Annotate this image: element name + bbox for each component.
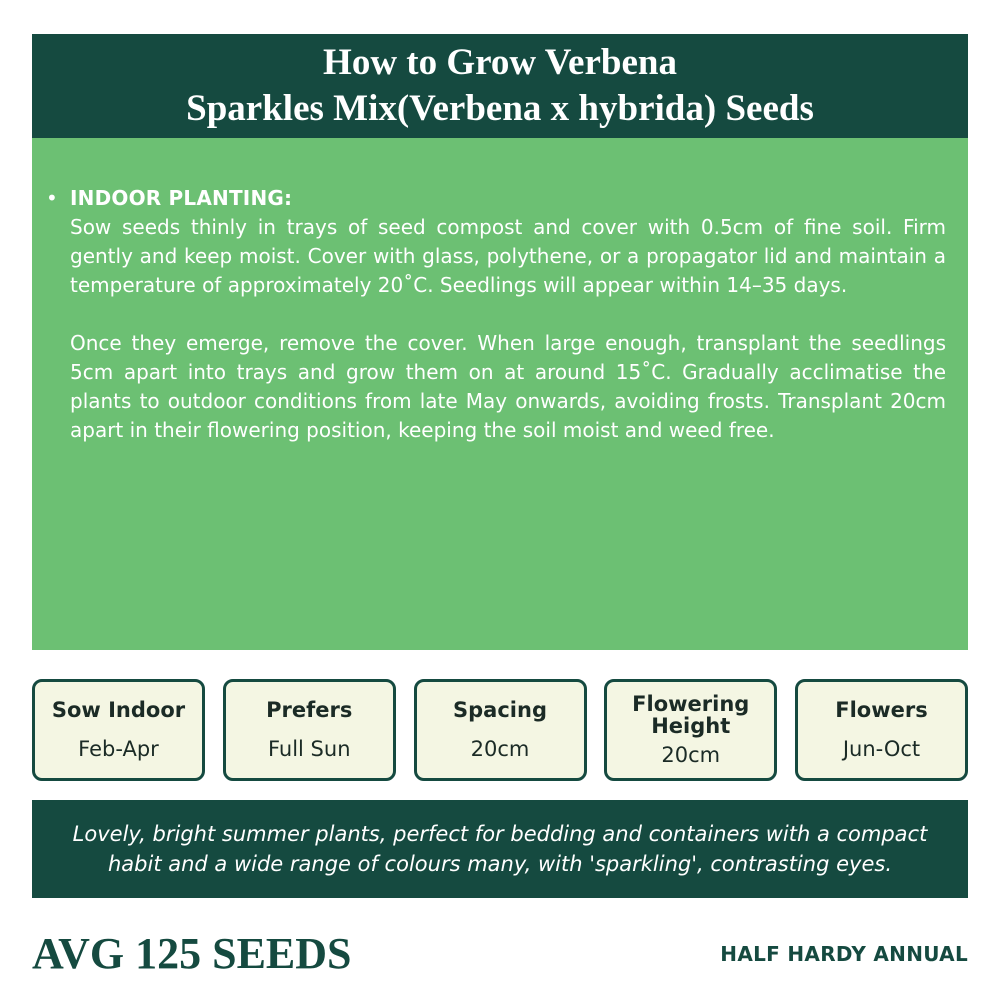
instructions-list	[46, 184, 946, 445]
card-spacing	[414, 679, 587, 781]
card-label: Flowering Height	[632, 692, 750, 738]
seed-count: AVG 125 SEEDS	[32, 929, 352, 978]
card-label: Sow Indoor	[51, 698, 186, 722]
card-value: Jun-Oct	[842, 737, 921, 761]
description-banner	[32, 800, 968, 898]
card-value: 20cm	[661, 743, 721, 767]
card-label: Spacing	[453, 698, 547, 722]
card-sow-indoor	[32, 679, 205, 781]
card-prefers	[223, 679, 396, 781]
instructions-panel	[32, 138, 968, 650]
description-text: Lovely, bright summer plants, perfect for bedding and containers with a compact habit and a wide range of colours many, with 'sparkling', contrasting eyes.	[72, 822, 928, 876]
card-flowers	[795, 679, 968, 781]
card-value: Full Sun	[267, 737, 351, 761]
title-line-2: Sparkles Mix(Verbena x hybrida) Seeds	[186, 88, 814, 129]
list-item-indoor-planting	[46, 184, 946, 445]
bullet-icon: •	[46, 186, 58, 210]
instructions-paragraph-1: Sow seeds thinly in trays of seed compost and cover with 0.5cm of fine soil. Firm gently and keep moist. Cover with glass, polythene, or a propagator lid and maintain a temperature of approximately 20˚C. Seedlings will appear within 14–35 days.	[70, 215, 946, 297]
card-value: Feb-Apr	[78, 737, 159, 761]
instructions-paragraph-2: Once they emerge, remove the cover. When large enough, transplant the seedlings 5cm apart into trays and grow them on at around 15˚C. Gradually acclimatise the plants to outdoor conditions from late May onwards, avoiding frosts. Transplant 20cm apart in their flowering position, keeping the soil moist and weed free.	[70, 331, 946, 442]
card-label: Flowers	[835, 698, 928, 722]
card-flowering-height	[604, 679, 777, 781]
title-line-1: How to Grow Verbena	[323, 42, 677, 83]
card-label: Prefers	[266, 698, 353, 722]
card-value: 20cm	[470, 737, 530, 761]
info-cards	[32, 679, 968, 781]
page-title	[32, 34, 968, 138]
section-heading: INDOOR PLANTING:	[70, 186, 293, 210]
plant-type: HALF HARDY ANNUAL	[720, 942, 968, 966]
